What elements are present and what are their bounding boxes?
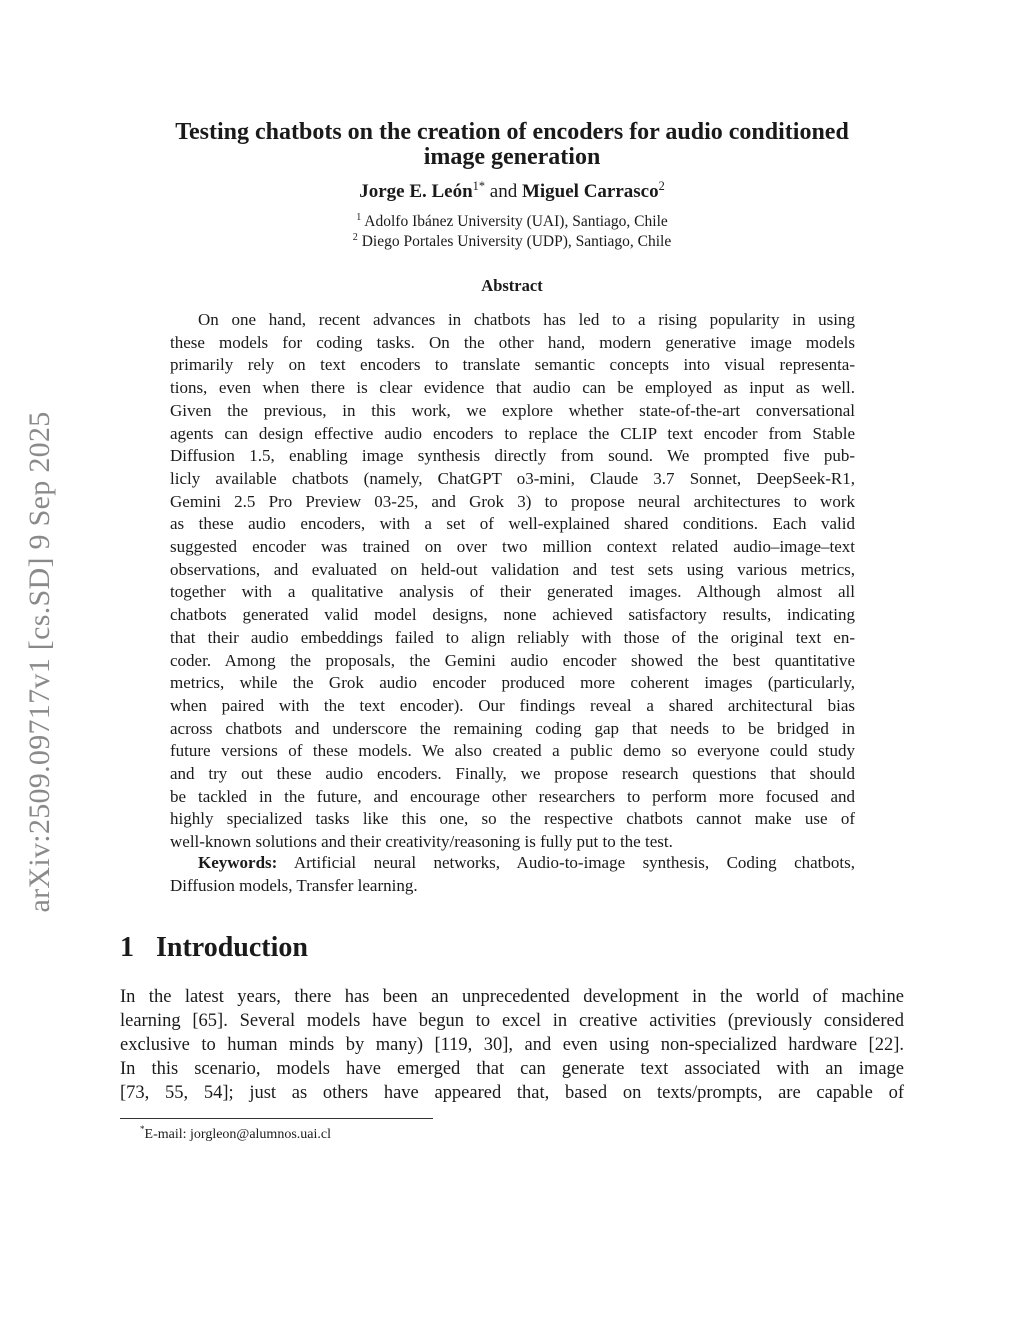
footnote-rule	[120, 1118, 433, 1119]
text-line: Given the previous, in this work, we explore whether state-of-the-art conversational	[170, 400, 855, 420]
keywords-label: Keywords:	[198, 853, 278, 872]
text-line: observations, and evaluated on held-out validation and test sets using various metrics,	[170, 559, 855, 579]
text-line: these models for coding tasks. On the other hand, modern generative image models	[170, 332, 855, 352]
section-number: 1	[120, 932, 134, 963]
affiliation	[0, 232, 1024, 251]
text-line: licly available chatbots (namely, ChatGPT o3-mini, Claude 3.7 Sonnet, DeepSeek-R1,	[170, 468, 855, 488]
author-name: Jorge E. León	[359, 181, 473, 203]
text-line: as these audio encoders, with a set of well-explained shared conditions. Each valid	[170, 514, 855, 534]
keywords-line	[170, 852, 855, 874]
arxiv-identifier: arXiv:2509.09717v1 [cs.SD] 9 Sep 2025	[23, 411, 56, 913]
keywords-text: Artificial neural networks, Audio-to-image synthesis, Coding chatbots,	[293, 853, 855, 872]
author-affiliation-mark: 2	[658, 179, 665, 193]
text-line: across chatbots and underscore the remaining coding gap that needs to be bridged in	[170, 718, 855, 738]
text-line: Diffusion 1.5, enabling image synthesis directly from sound. We prompted five pub-	[170, 446, 855, 466]
text-line: chatbots generated valid model designs, none achieved satisfactory results, indicating	[170, 605, 855, 625]
text-line: agents can design effective audio encoders to replace the CLIP text encoder from Stable	[170, 423, 855, 443]
footnote-mark: *	[140, 1124, 145, 1134]
section-title: Introduction	[156, 932, 308, 963]
text-line: that their audio embeddings failed to align reliably with those of the original text en-	[170, 627, 855, 647]
text-line: suggested encoder was trained on over two million context related audio–image–text	[170, 537, 855, 556]
text-line: future versions of these models. We also created a public demo so everyone could study	[170, 741, 855, 761]
abstract-heading: Abstract	[481, 276, 543, 295]
text-line: when paired with the text encoder). Our findings reveal a shared architectural bias	[170, 695, 855, 715]
keywords-line: Diffusion models, Transfer learning.	[170, 876, 418, 895]
affiliation-text: Diego Portales University (UDP), Santiago, Chile	[361, 233, 672, 251]
text-line: coder. Among the proposals, the Gemini audio encoder showed the best quantitative	[170, 650, 855, 670]
text-line: In this scenario, models have emerged that can generate text associated with an image	[120, 1059, 904, 1079]
affiliation	[0, 212, 1024, 231]
affiliation-mark: 1	[356, 212, 362, 223]
text-line: learning [65]. Several models have begun to excel in creative activities (previously considered	[120, 1011, 904, 1031]
text-line: highly specialized tasks like this one, so the respective chatbots cannot make use of	[170, 809, 855, 829]
paper-title-line-1: Testing chatbots on the creation of encoders for audio conditioned	[175, 119, 849, 145]
text-line: be tackled in the future, and encourage other researchers to perform more focused and	[170, 786, 855, 806]
author-affiliation-mark: 1*	[472, 179, 486, 193]
text-line: primarily rely on text encoders to translate semantic concepts into visual representa-	[170, 355, 855, 375]
text-line: tions, even when there is clear evidence that audio can be employed as input as well.	[170, 378, 855, 398]
text-line: exclusive to human minds by many) [119, 30], and even using non-specialized hardware [22].	[120, 1035, 904, 1055]
footnote-text: E-mail: jorgleon@alumnos.uai.cl	[144, 1126, 331, 1142]
text-line: In the latest years, there has been an unprecedented development in the world of machine	[120, 987, 904, 1007]
paper-title-line-2: image generation	[423, 144, 601, 170]
author-name: Miguel Carrasco	[521, 181, 659, 203]
author-connector: and	[489, 181, 518, 203]
affiliation-mark: 2	[352, 232, 358, 243]
text-line: On one hand, recent advances in chatbots has led to a rising popularity in using	[198, 310, 855, 329]
affiliation-text: Adolfo Ibánez University (UAI), Santiago, Chile	[364, 213, 668, 231]
text-line: Gemini 2.5 Pro Preview 03-25, and Grok 3) to propose neural architectures to work	[170, 491, 855, 511]
footnote	[140, 1124, 331, 1143]
text-line: together with a qualitative analysis of their generated images. Although almost all	[170, 582, 855, 602]
text-line: [73, 55, 54]; just as others have appeared that, based on texts/prompts, are capable of	[120, 1083, 904, 1103]
text-line: metrics, while the Grok audio encoder produced more coherent images (particularly,	[170, 673, 855, 693]
text-line: well-known solutions and their creativity/reasoning is fully put to the test.	[170, 832, 673, 852]
text-line: and try out these audio encoders. Finally, we propose research questions that should	[170, 764, 855, 783]
section-heading	[120, 932, 330, 964]
author-list	[0, 179, 1024, 203]
